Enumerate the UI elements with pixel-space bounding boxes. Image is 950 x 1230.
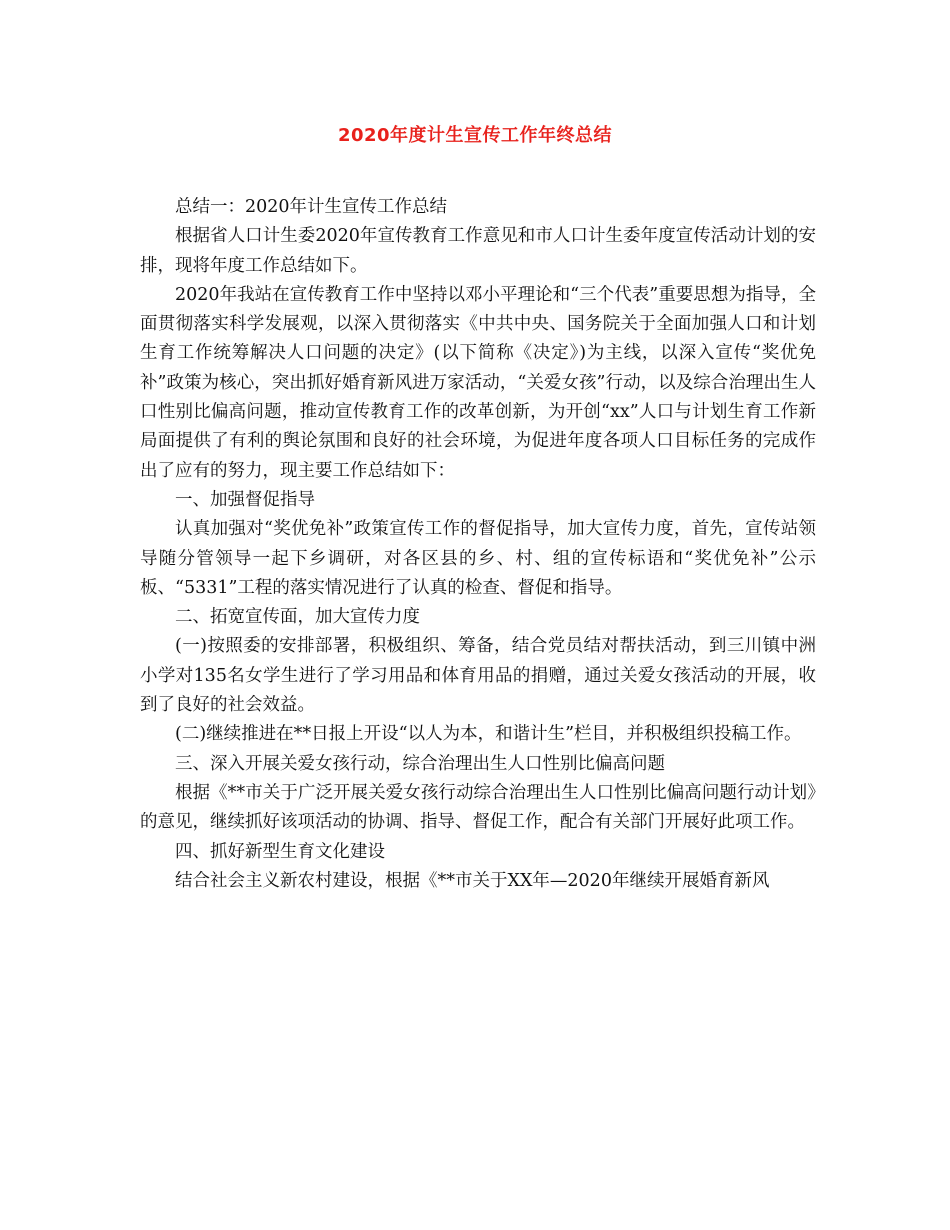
section-heading-1: 一、加强督促指导 [175, 489, 315, 510]
paragraph-section-1: 认真加强对“奖优免补”政策宣传工作的督促指导，加大宣传力度，首先，宣传站领导随分管领导一起下乡调研，对各区县的乡、村、组的宣传标语和“奖优免补”公示板、“5331”工程的落实情况进行了认真的检查、督促和指导。 [140, 519, 816, 598]
paragraph-section-3: 根据《**市关于广泛开展关爱女孩行动综合治理出生人口性别比偏高问题行动计划》的意见，继续抓好该项活动的协调、指导、督促工作，配合有关部门开展好此项工作。 [140, 782, 816, 833]
document-body [140, 193, 816, 896]
section-heading-3: 三、深入开展关爱女孩行动，综合治理出生人口性别比偏高问题 [175, 753, 665, 774]
paragraph-section-2b: (二)继续推进在**日报上开设“以人为本，和谐计生”栏目，并积极组织投稿工作。 [175, 724, 802, 745]
paragraph-intro: 根据省人口计生委2020年宣传教育工作意见和市人口计生委年度宣传活动计划的安排，现将年度工作总结如下。 [140, 226, 816, 276]
paragraph-section-4: 结合社会主义新农村建设，根据《**市关于XX年—2020年继续开展婚育新风 [175, 870, 770, 891]
document-title: 2020年度计生宣传工作年终总结 [337, 125, 613, 146]
paragraph-summary-heading: 总结一：2020年计生宣传工作总结 [175, 197, 448, 217]
paragraph-overview: 2020年我站在宣传教育工作中坚持以邓小平理论和“三个代表”重要思想为指导，全面贯彻落实科学发展观，以深入贯彻落实《中共中央、国务院关于全面加强人口和计划生育工作统筹解决人口问题的决定》(以下简称《决定》)为主线，以深入宣传“奖优免补”政策为核心，突出抓好婚育新风进万家活动，“关爱女孩”行动，以及综合治理出生人口性别比偏高问题，推动宣传教育工作的改革创新，为开创“xx”人口与计划生育工作新局面提供了有利的舆论氛围和良好的社会环境，为促进年度各项人口目标任务的完成作出了应有的努力，现主要工作总结如下： [140, 284, 816, 481]
paragraph-section-2a: (一)按照委的安排部署，积极组织、筹备，结合党员结对帮扶活动，到三川镇中洲小学对135名女学生进行了学习用品和体育用品的捐赠，通过关爱女孩活动的开展，收到了良好的社会效益。 [140, 636, 816, 716]
section-heading-4: 四、抓好新型生育文化建设 [175, 841, 385, 862]
section-heading-2: 二、拓宽宣传面，加大宣传力度 [175, 607, 420, 628]
